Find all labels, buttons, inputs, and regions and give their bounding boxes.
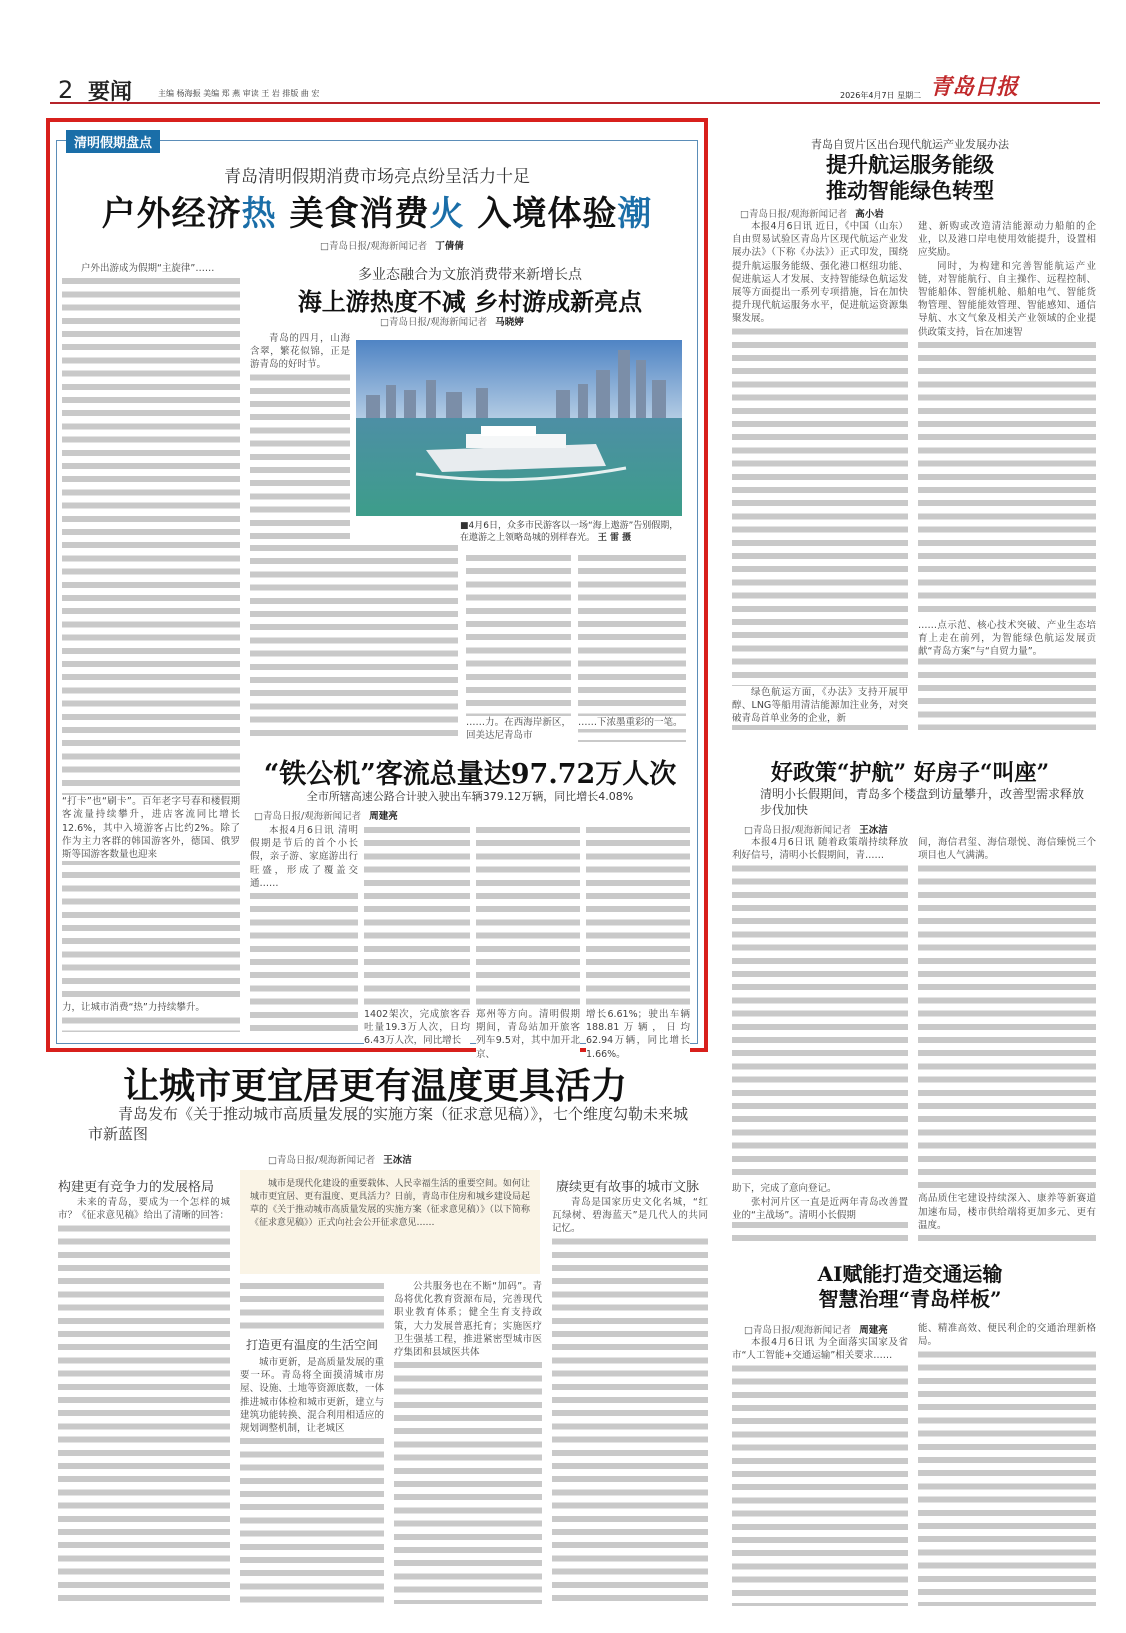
housing-column-2	[918, 836, 1096, 1248]
shipping-paragraph: 建、新购或改造清洁能源动力船舶的企业，以及港口岸电使用效能提升，设置相应奖励。	[918, 221, 1096, 259]
shipping-paragraph: 本报4月6日讯 近日，《中国（山东）自由贸易试验区青岛片区现代航运产业发展办法》（下称《办法》）正式印发，围绕提升航运服务能级、强化港口枢纽功能、促进航运人才发展、支持智能绿色航运发展等方面提出一系列专项措施，旨在加快提升现代航运服务水平，促进航运资源集聚发展。	[732, 221, 908, 325]
housing-subhead: 清明小长假期间，青岛多个楼盘到访量攀升，改善型需求释放步伐加快	[760, 787, 1085, 817]
city-paragraph: 公共服务也在不断“加码”。青岛将优化教育资源布局，完善现代职业教育体系；健全生育支持政策，大力发展普惠托育；实施医疗卫生强基工程，推进紧密型城市医疗集团和县域医共体	[394, 1281, 542, 1359]
byline-prefix: □青岛日报/观海新闻记者	[254, 811, 362, 822]
shipping-paragraph: 绿色航运方面，《办法》支持开展甲醇、LNG等船用清洁能源加注业务，对突破青岛首单业务的企业，新	[732, 686, 908, 725]
byline-name: 王冰洁	[383, 1155, 412, 1166]
masthead	[50, 76, 1100, 104]
headline-line: 智慧治理“青岛样板”	[818, 1287, 1002, 1311]
sea-text-column-2	[250, 542, 458, 742]
city-column-4	[552, 1196, 708, 1604]
housing-paragraph: 本报4月6日讯 随着政策端持续释放利好信号，清明小长假期间，青……	[732, 837, 908, 862]
transport-byline	[254, 808, 398, 822]
shipping-paragraph: 同时，为构建和完善智能航运产业链，对智能航行、自主操作、远程控制、智能船体、智能机舱、船舶电气、智能货物管理、智能能效管理、智能感知、通信导航、水文气象及相关产业领域的企业提供政策支持，旨在加速智	[918, 260, 1096, 338]
transport-paragraph: 本报4月6日讯 清明假期是节后的首个小长假，亲子游、家庭游出行旺盛，形成了覆盖交通……	[250, 825, 358, 889]
city-section-heading: 赓续更有故事的城市文脉	[556, 1180, 700, 1195]
feature-frame	[46, 118, 708, 1060]
city-section-heading: 打造更有温度的生活空间	[245, 1338, 378, 1352]
housing-paragraph: 助下，完成了意向登记。	[732, 1182, 908, 1195]
transport-paragraph: 郑州等方向。清明假期期间，青岛站加开旅客列车9.5对，其中加开北京、	[476, 1009, 580, 1060]
sea-paragraph: 青岛的四月，山海含翠，繁花似锦，正是游青岛的好时节。	[250, 333, 350, 371]
ai-paragraph: 本报4月6日讯 为全面落实国家及省市“人工智能+交通运输”相关要求……	[732, 1337, 908, 1362]
byline-name: 丁倩倩	[435, 241, 464, 252]
byline-prefix: □青岛日报/观海新闻记者	[744, 1325, 852, 1336]
staff-credits: 主编 杨海振 美编 郑 燕 审读 王 岩 排版 曲 宏	[158, 89, 320, 98]
sea-text-column-4	[578, 552, 686, 742]
byline-name: 周建亮	[369, 811, 398, 822]
headline-part: 美食消费	[276, 194, 430, 234]
city-column-1	[58, 1196, 230, 1604]
headline-line: 推动智能绿色转型	[826, 178, 994, 203]
issue-date: 2026年4月7日 星期二	[840, 91, 922, 100]
city-paragraph: 未来的青岛，要成为一个怎样的城市？《征求意见稿》给出了清晰的回答：	[58, 1197, 230, 1222]
housing-paragraph: 张村河片区一直是近两年青岛改善置业的“主战场”。清明小长假期	[732, 1196, 908, 1221]
transport-column-4	[586, 824, 690, 1060]
ai-byline	[744, 1322, 888, 1336]
byline-name: 周建亮	[859, 1325, 888, 1336]
city-byline	[268, 1152, 412, 1166]
section-name: 要闻	[88, 80, 133, 105]
shipping-paragraph: ……点示范、核心技术突破、产业生态培育上走在前列，为智能绿色航运发展贡献“青岛方案”与“自贸力量”。	[918, 619, 1096, 658]
city-deck: 青岛发布《关于推动城市高质量发展的实施方案（征求意见稿）》，七个维度勾勒未来城市新蓝图	[88, 1105, 689, 1143]
transport-subhead: 全市所辖高速公路合计驶入驶出车辆379.12万辆，同比增长4.08%	[306, 790, 634, 803]
transport-paragraph: 增长6.61%；驶出车辆188.81万辆，日均62.94万辆，同比增长1.66%。	[586, 1009, 690, 1060]
lead-story-column	[62, 262, 240, 1032]
headline-accent: 热	[241, 194, 277, 234]
housing-paragraph: 高品质住宅建设持续深入、康养等新赛道加速布局，楼市供给端将更加多元、更有温度。	[918, 1193, 1096, 1231]
headline-part: 入境体验	[464, 194, 618, 234]
sea-byline	[380, 314, 524, 328]
byline-name: 马晓婷	[495, 317, 524, 328]
transport-column-2	[364, 824, 470, 1047]
ai-column-2	[918, 1322, 1096, 1606]
ai-paragraph: 能、精准高效、便民利企的交通治理新格局。	[918, 1323, 1096, 1348]
shipping-column-1	[732, 220, 908, 730]
city-headline: 让城市更宜居更有温度更具活力	[122, 1065, 627, 1107]
headline-accent: 火	[429, 194, 465, 234]
transport-column-1	[250, 824, 358, 1034]
caption-text: ■4月6日，众多市民游客以一场“海上遨游”告别假期，在遨游之上领略岛城的别样春光。	[460, 521, 679, 543]
inset-text: 城市是现代化建设的重要载体、人民幸福生活的重要空间。如何让城市更宜居、更有温度、更具活力？日前，青岛市住房和城乡建设局起草的《关于推动城市高质量发展的实施方案（征求意见稿）》（以下简称《征求意见稿》）正式向社会公开征求意见……	[250, 1179, 530, 1228]
harbor-photo	[356, 340, 682, 516]
city-paragraph: 青岛是国家历史文化名城，“红瓦绿树、碧海蓝天”是几代人的共同记忆。	[552, 1197, 708, 1235]
shipping-byline	[740, 206, 884, 220]
page-number: 2	[58, 76, 74, 104]
transport-column-3	[476, 824, 580, 1060]
transport-headline: “铁公机”客流总量达97.72万人次	[263, 759, 677, 790]
city-paragraph: 城市更新，是高质量发展的重要一环。青岛将全面摸清城市房屋、设施、土地等资源底数，一体推进城市体检和城市更新，建立与建筑功能转换、混合利用相适应的规划调整机制，让老城区	[240, 1357, 384, 1435]
sea-text-column-3	[466, 552, 571, 742]
housing-column-1	[732, 836, 908, 1248]
feature-byline	[320, 238, 464, 252]
headline-line: AI赋能打造交通运输	[817, 1262, 1003, 1286]
photo-caption	[460, 520, 682, 544]
lead-paragraph: 户外出游成为假期“主旋律”……	[62, 262, 240, 275]
sea-kicker: 多业态融合为文旅消费带来新增长点	[358, 267, 582, 283]
ai-column-1	[732, 1336, 908, 1606]
housing-headline: 好政策“护航” 好房子“叫座”	[770, 760, 1050, 786]
shipping-kicker: 青岛自贸片区出台现代航运产业发展办法	[811, 138, 1009, 151]
housing-paragraph: 间，海信君玺、海信璟悦、海信臻悦三个项目也人气满满。	[918, 837, 1096, 862]
newspaper-logo: 青岛日报	[930, 74, 1019, 100]
byline-name: 王冰洁	[859, 825, 888, 836]
sea-paragraph: ……力。在西海岸新区，回美达尼青岛市	[466, 717, 571, 742]
byline-name: 高小岩	[855, 209, 884, 220]
byline-prefix: □青岛日报/观海新闻记者	[740, 209, 848, 220]
byline-prefix: □青岛日报/观海新闻记者	[744, 825, 852, 836]
byline-prefix: □青岛日报/观海新闻记者	[320, 241, 428, 252]
city-section-heading: 构建更有竞争力的发展格局	[58, 1180, 215, 1195]
sea-paragraph: ……下浓墨重彩的一笔。	[578, 716, 686, 729]
headline-accent: 潮	[617, 194, 653, 234]
headline-part: 户外经济	[101, 194, 242, 234]
headline-line: 提升航运服务能级	[826, 152, 994, 177]
city-column-2	[240, 1280, 384, 1330]
sea-headline: 海上游热度不减 乡村游成新亮点	[297, 287, 643, 316]
feature-kicker: 青岛清明假期消费市场亮点纷呈活力十足	[224, 167, 530, 187]
lead-paragraph: “打卡”也“刷卡”。百年老字号春和楼假期客流量持续攀升，进店客流同比增长12.6%，其中入境游客占比约2%。除了作为主力客群的韩国游客外，德国、俄罗斯等国游客数量也迎来	[62, 796, 240, 861]
lead-paragraph: 力，让城市消费“热”力持续攀升。	[62, 1001, 240, 1014]
photo-credit: 王 雷 摄	[597, 533, 632, 543]
byline-prefix: □青岛日报/观海新闻记者	[380, 317, 488, 328]
byline-prefix: □青岛日报/观海新闻记者	[268, 1155, 376, 1166]
transport-paragraph: 1402架次，完成旅客吞吐量19.3万人次，日均6.43万人次，同比增长	[364, 1009, 470, 1047]
shipping-headline	[720, 152, 1100, 204]
ai-headline	[720, 1262, 1100, 1312]
feature-headline	[50, 186, 704, 235]
shipping-column-2	[918, 220, 1096, 730]
city-inset-box	[240, 1170, 540, 1274]
city-column-3	[394, 1280, 542, 1604]
city-column-2b	[240, 1356, 384, 1604]
feature-tag: 清明假期盘点	[66, 130, 160, 153]
housing-byline	[744, 822, 888, 836]
